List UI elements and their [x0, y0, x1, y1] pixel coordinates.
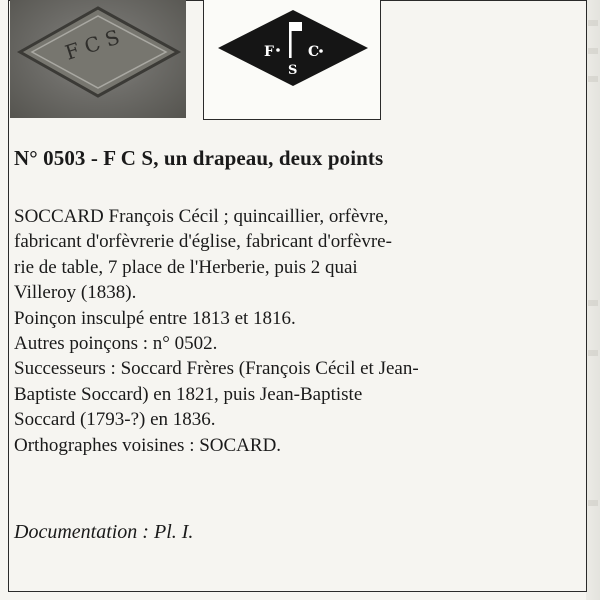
bleed-mark — [588, 20, 598, 26]
body-line: Poinçon insculpé entre 1813 et 1816. — [14, 307, 296, 329]
body-line: Orthographes voisines : SOCARD. — [14, 434, 282, 456]
bleed-mark — [588, 350, 598, 356]
bleed-mark — [588, 300, 598, 306]
mark-letter-left: F — [264, 44, 274, 60]
body-line: rie de table, 7 place de l'Herberie, puis 2 quai — [14, 256, 358, 278]
entry-body — [14, 204, 576, 458]
body-line: fabricant d'orfèvrerie d'église, fabricant d'orfèvre- — [14, 231, 392, 253]
entry-title: N° 0503 - F C S, un drapeau, deux points — [14, 146, 384, 170]
body-line: Autres poinçons : n° 0502. — [14, 333, 218, 355]
photo-letters: F C S — [62, 24, 123, 65]
hallmark-drawing — [203, 0, 381, 120]
bleed-mark — [588, 48, 598, 54]
bleed-mark — [588, 76, 598, 82]
hallmark-photo — [10, 0, 186, 118]
body-line: Soccard (1793-?) en 1836. — [14, 409, 216, 431]
documentation-line: Documentation : Pl. I. — [14, 521, 194, 543]
body-line: Baptiste Soccard) en 1821, puis Jean-Baptiste — [14, 383, 363, 405]
bleed-mark — [588, 500, 598, 506]
body-line: Successeurs : Soccard Frères (François Cécil et Jean- — [14, 358, 419, 380]
mark-letter-right: C — [308, 44, 320, 60]
body-line: SOCCARD François Cécil ; quincaillier, orfèvre, — [14, 206, 389, 227]
adjacent-page-edge — [586, 0, 600, 600]
mark-letter-bottom: S — [288, 63, 298, 78]
body-line: Villeroy (1838). — [14, 282, 137, 304]
